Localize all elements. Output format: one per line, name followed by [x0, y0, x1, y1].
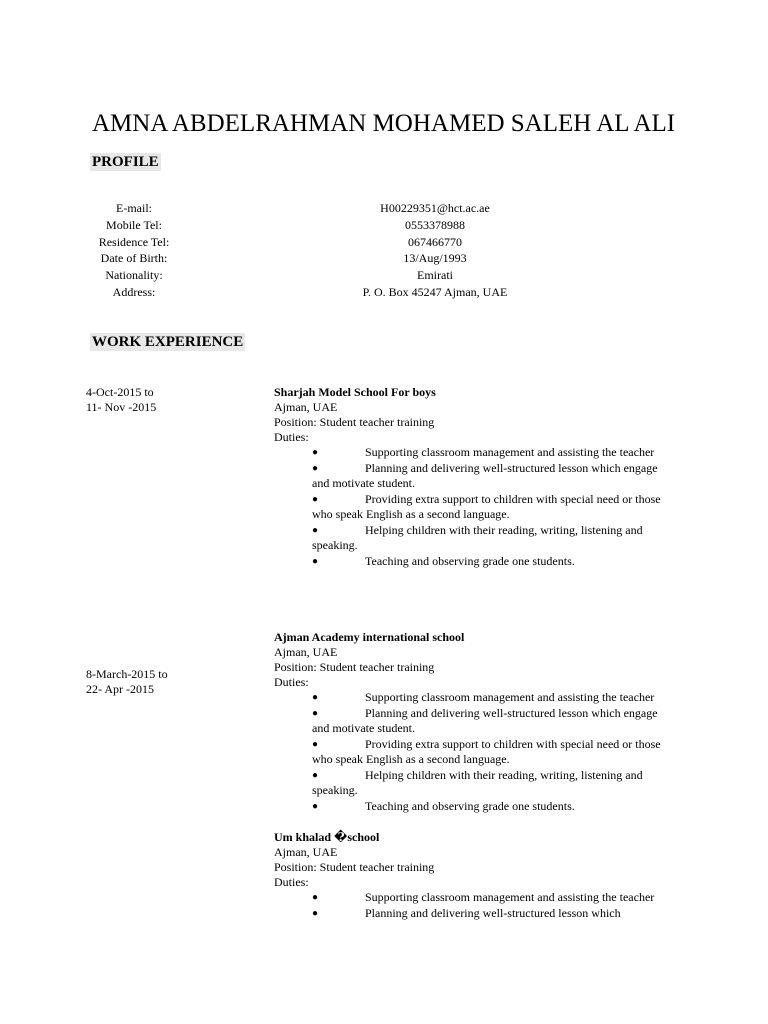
bullet-icon: ●: [312, 463, 319, 474]
residence-value: 067466770: [408, 234, 462, 249]
profile-row-residence: [0, 235, 768, 252]
duties-list: [274, 445, 694, 569]
profile-row-email: [0, 201, 768, 218]
job-entry: [274, 385, 694, 570]
email-label: E-mail:: [116, 201, 152, 215]
job-dates: [86, 385, 156, 415]
job-entry: [274, 630, 694, 815]
profile-row-nationality: [0, 268, 768, 285]
duty-item: ● Planning and delivering well-structured lesson which engage and motivate student.: [312, 706, 658, 735]
residence-label: Residence Tel:: [98, 234, 170, 249]
duties-label: Duties:: [274, 875, 309, 889]
profile-row-address: [0, 285, 768, 302]
date-from: 4-Oct-2015 to: [86, 385, 154, 399]
birth-value: 13/Aug/1993: [403, 251, 467, 266]
date-to: 22- Apr -2015: [86, 682, 154, 696]
duty-item: ● Providing extra support to children with special need or those who speak English as a second language.: [312, 737, 661, 766]
email-value: H00229351@hct.ac.ae: [380, 201, 490, 215]
school-name: Ajman Academy international school: [274, 630, 465, 644]
job-entry: [274, 830, 694, 922]
bullet-icon: ●: [312, 556, 319, 567]
duty-item: ● Teaching and observing grade one students.: [312, 554, 575, 568]
duty-item: ● Supporting classroom management and assisting the teacher: [312, 445, 655, 459]
nationality-value: Emirati: [417, 268, 453, 283]
job-position: Position: Student teacher training: [274, 860, 435, 874]
bullet-icon: ●: [312, 892, 319, 903]
school-location: Ajman, UAE: [274, 645, 338, 659]
job-position: Position: Student teacher training: [274, 415, 435, 429]
duty-item: ● Teaching and observing grade one students.: [312, 799, 575, 813]
duties-list: [274, 890, 694, 921]
duty-item: ● Helping children with their reading, writing, listening and speaking.: [312, 523, 643, 552]
profile-table: [0, 201, 768, 302]
duties-list: [274, 690, 694, 814]
address-label: Address:: [112, 284, 156, 299]
bullet-icon: ●: [312, 739, 319, 750]
duty-item: ● Providing extra support to children with special need or those who speak English as a second language.: [312, 492, 661, 521]
nationality-label: Nationality:: [105, 268, 163, 283]
mobile-label: Mobile Tel:: [106, 217, 162, 232]
bullet-icon: ●: [312, 447, 319, 458]
profile-heading: PROFILE: [92, 154, 159, 170]
school-location: Ajman, UAE: [274, 400, 338, 414]
work-experience-heading: WORK EXPERIENCE: [92, 334, 244, 350]
job-dates: [86, 667, 168, 697]
mobile-value: 0553378988: [405, 217, 465, 232]
bullet-icon: ●: [312, 525, 319, 536]
duties-label: Duties:: [274, 675, 309, 689]
duty-item: ● Supporting classroom management and assisting the teacher: [312, 690, 655, 704]
date-to: 11- Nov -2015: [86, 400, 157, 414]
duty-item: ● Supporting classroom management and assisting the teacher: [312, 890, 655, 904]
address-value: P. O. Box 45247 Ajman, UAE: [362, 284, 508, 299]
bullet-icon: ●: [312, 770, 319, 781]
duty-item: ● Helping children with their reading, writing, listening and speaking.: [312, 768, 643, 797]
bullet-icon: ●: [312, 708, 319, 719]
bullet-icon: ●: [312, 801, 319, 812]
duty-item: ● Planning and delivering well-structured lesson which engage and motivate student.: [312, 461, 658, 490]
bullet-icon: ●: [312, 494, 319, 505]
duty-item: ● Planning and delivering well-structured lesson which: [312, 906, 621, 920]
bullet-icon: ●: [312, 692, 319, 703]
profile-row-birth: [0, 251, 768, 268]
school-name: Um khalad �school: [274, 830, 380, 844]
profile-row-mobile: [0, 218, 768, 235]
school-location: Ajman, UAE: [274, 845, 338, 859]
bullet-icon: ●: [312, 908, 319, 919]
date-from: 8-March-2015 to: [86, 667, 168, 681]
candidate-name: AMNA ABDELRAHMAN MOHAMED SALEH AL ALI: [92, 110, 676, 137]
duties-label: Duties:: [274, 430, 309, 444]
school-name: Sharjah Model School For boys: [274, 385, 436, 399]
birth-label: Date of Birth:: [100, 251, 168, 266]
job-position: Position: Student teacher training: [274, 660, 435, 674]
